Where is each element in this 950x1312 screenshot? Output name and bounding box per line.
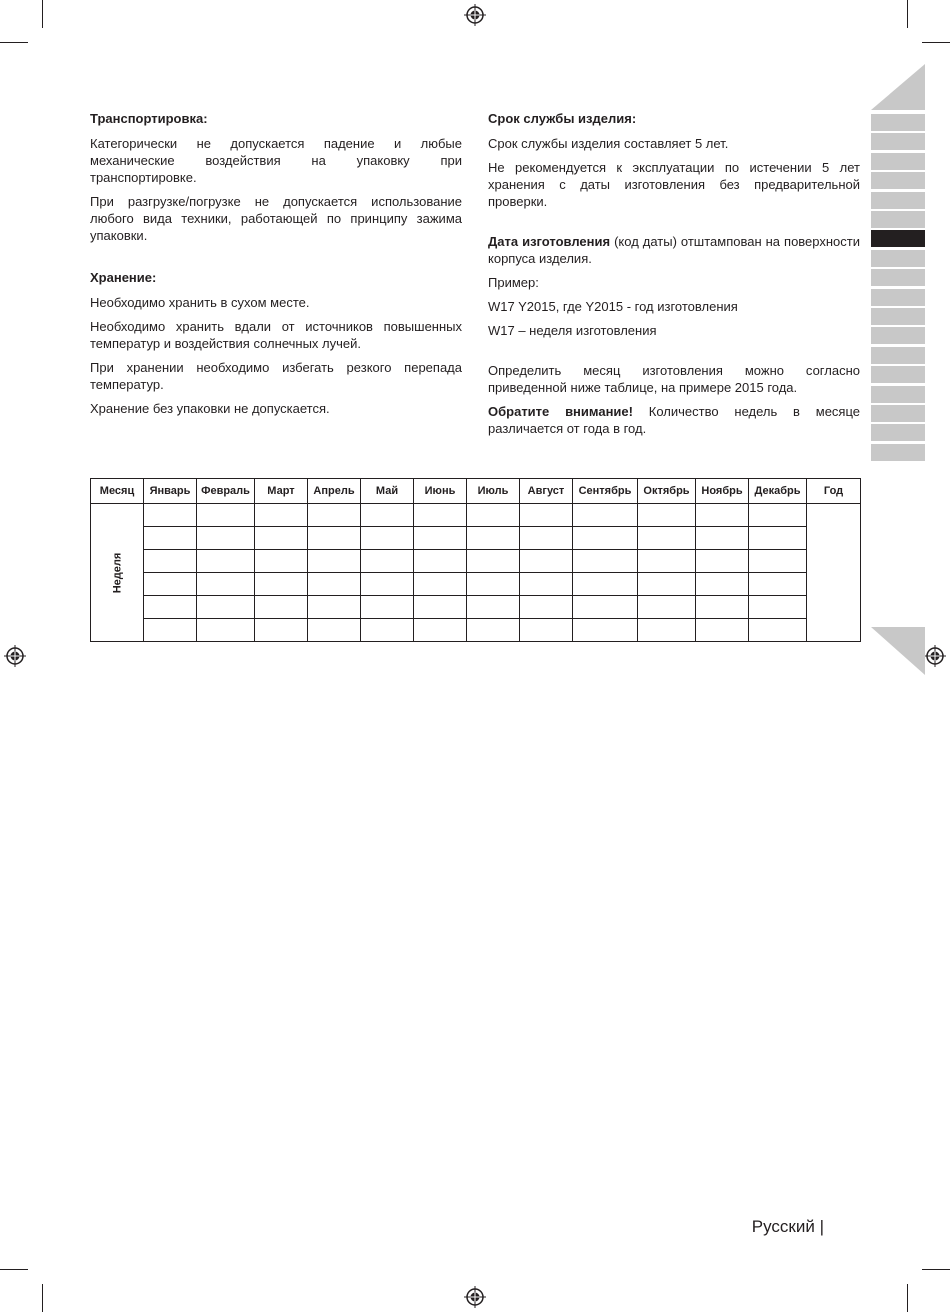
transport-heading: Транспортировка: [90,111,208,126]
table-cell [255,573,308,596]
table-cell [749,504,807,527]
table-header-row [91,479,861,504]
table-header-cell: Февраль [197,479,255,504]
table-cell [573,550,638,573]
table-cell [638,504,696,527]
example-line-1: W17 Y2015, где Y2015 - год изготовления [488,299,738,314]
note-text: Количество недель в месяце различается от года в год. [488,404,860,436]
registration-mark-icon [4,645,26,667]
table-header-cell: Январь [144,479,197,504]
note-paragraph [488,403,860,437]
table-cell [414,527,467,550]
example-label: Пример: [488,275,539,290]
table-row [91,596,861,619]
year-cell [807,504,861,642]
week-row-label-cell [91,504,144,642]
storage-heading: Хранение: [90,270,157,285]
table-cell [467,550,520,573]
transport-paragraph-2: При разгрузке/погрузке не допускается использование любого вида техники, работающей по принципу зажима упаковки. [90,194,462,243]
table-cell [414,619,467,642]
table-header-cell: Год [807,479,861,504]
table-cell [467,619,520,642]
table-cell [696,596,749,619]
side-tab [871,211,925,228]
table-row [91,504,861,527]
crop-mark [0,42,28,43]
side-tab [871,172,925,189]
table-cell [197,527,255,550]
table-header-cell: Май [361,479,414,504]
table-cell [144,504,197,527]
transport-paragraph-1: Категорически не допускается падение и любые механические воздействия на упаковку при транспортировке. [90,136,462,185]
table-cell [520,619,573,642]
week-table-container [90,478,860,642]
left-column [90,110,462,424]
table-header-cell: Август [520,479,573,504]
table-cell [144,619,197,642]
side-tab [871,347,925,364]
table-cell [520,550,573,573]
crop-mark [0,1269,28,1270]
storage-paragraph-4: Хранение без упаковки не допускается. [90,401,330,416]
table-cell [308,504,361,527]
table-cell [414,596,467,619]
table-cell [520,504,573,527]
table-header-cell: Декабрь [749,479,807,504]
table-cell [638,596,696,619]
table-cell [361,504,414,527]
table-cell [197,619,255,642]
tab-bottom-triangle [871,627,925,677]
manufacture-date-label: Дата изготовления [488,234,611,249]
table-cell [696,504,749,527]
side-tab [871,444,925,461]
table-cell [573,527,638,550]
table-cell [573,573,638,596]
table-cell [308,596,361,619]
table-cell [255,619,308,642]
table-cell [144,573,197,596]
side-tab [871,269,925,286]
table-cell [520,573,573,596]
table-cell [144,596,197,619]
crop-mark [42,0,43,28]
table-cell [696,527,749,550]
side-tab [871,153,925,170]
table-header-cell: Месяц [91,479,144,504]
table-cell [308,573,361,596]
table-cell [144,527,197,550]
service-life-paragraph-2: Не рекомендуется к эксплуатации по истечении 5 лет хранения с даты изготовления без предварительной проверки. [488,160,860,209]
table-header-cell: Март [255,479,308,504]
table-cell [255,527,308,550]
table-cell [573,619,638,642]
table-cell [144,550,197,573]
table-cell [638,527,696,550]
table-cell [467,573,520,596]
table-cell [414,550,467,573]
side-tab [871,327,925,344]
table-cell [638,619,696,642]
table-cell [520,596,573,619]
table-cell [749,596,807,619]
crop-mark [922,1269,950,1270]
table-row [91,619,861,642]
side-tab-strip [871,0,925,1312]
registration-mark-icon [924,645,946,667]
week-table [90,478,861,642]
table-header-cell: Октябрь [638,479,696,504]
side-tab [871,424,925,441]
crop-mark [42,1284,43,1312]
table-row [91,573,861,596]
table-cell [573,596,638,619]
service-life-heading: Срок службы изделия: [488,111,637,126]
side-tab [871,308,925,325]
table-cell [361,550,414,573]
table-cell [414,573,467,596]
crop-mark [922,42,950,43]
week-row-label: Неделя [110,552,123,593]
table-cell [467,504,520,527]
side-tab-active [871,230,925,247]
table-cell [573,504,638,527]
table-cell [308,550,361,573]
storage-paragraph-2: Необходимо хранить вдали от источников повышенных температур и воздействия солнечных лучей. [90,319,462,351]
example-line-2: W17 – неделя изготовления [488,323,657,338]
table-cell [414,504,467,527]
table-cell [255,550,308,573]
table-row [91,527,861,550]
side-tab [871,405,925,422]
side-tab [871,114,925,131]
storage-paragraph-1: Необходимо хранить в сухом месте. [90,295,310,310]
table-cell [696,550,749,573]
table-cell [467,527,520,550]
table-cell [255,504,308,527]
table-header-cell: Сентябрь [573,479,638,504]
table-row [91,550,861,573]
table-cell [467,596,520,619]
registration-mark-icon [464,4,486,26]
table-cell [361,596,414,619]
table-cell [361,527,414,550]
tab-top-triangle [871,64,925,112]
side-tab [871,289,925,306]
table-cell [638,573,696,596]
table-cell [197,550,255,573]
manufacture-date-paragraph [488,233,860,267]
table-cell [696,573,749,596]
table-cell [197,596,255,619]
table-cell [520,527,573,550]
registration-mark-icon [464,1286,486,1308]
side-tab [871,366,925,383]
table-header-cell: Июль [467,479,520,504]
table-header-cell: Ноябрь [696,479,749,504]
table-cell [638,550,696,573]
table-cell [749,619,807,642]
table-cell [696,619,749,642]
footer-language: Русский | [751,1217,824,1236]
determine-month-paragraph: Определить месяц изготовления можно согласно приведенной ниже таблице, на примере 2015 года. [488,363,860,395]
table-cell [308,619,361,642]
note-label: Обратите внимание! [488,404,633,419]
table-header-cell: Апрель [308,479,361,504]
table-cell [749,573,807,596]
side-tab [871,192,925,209]
table-cell [749,550,807,573]
table-cell [308,527,361,550]
table-cell [749,527,807,550]
table-cell [255,596,308,619]
right-column [488,110,860,444]
table-cell [361,573,414,596]
manufacture-date-text: (код даты) отштампован на поверхности корпуса изделия. [488,234,860,266]
table-cell [361,619,414,642]
service-life-paragraph-1: Срок службы изделия составляет 5 лет. [488,136,729,151]
side-tab [871,250,925,267]
side-tab [871,133,925,150]
storage-paragraph-3: При хранении необходимо избегать резкого перепада температур. [90,360,462,392]
table-header-cell: Июнь [414,479,467,504]
side-tab [871,386,925,403]
table-cell [197,504,255,527]
table-cell [197,573,255,596]
